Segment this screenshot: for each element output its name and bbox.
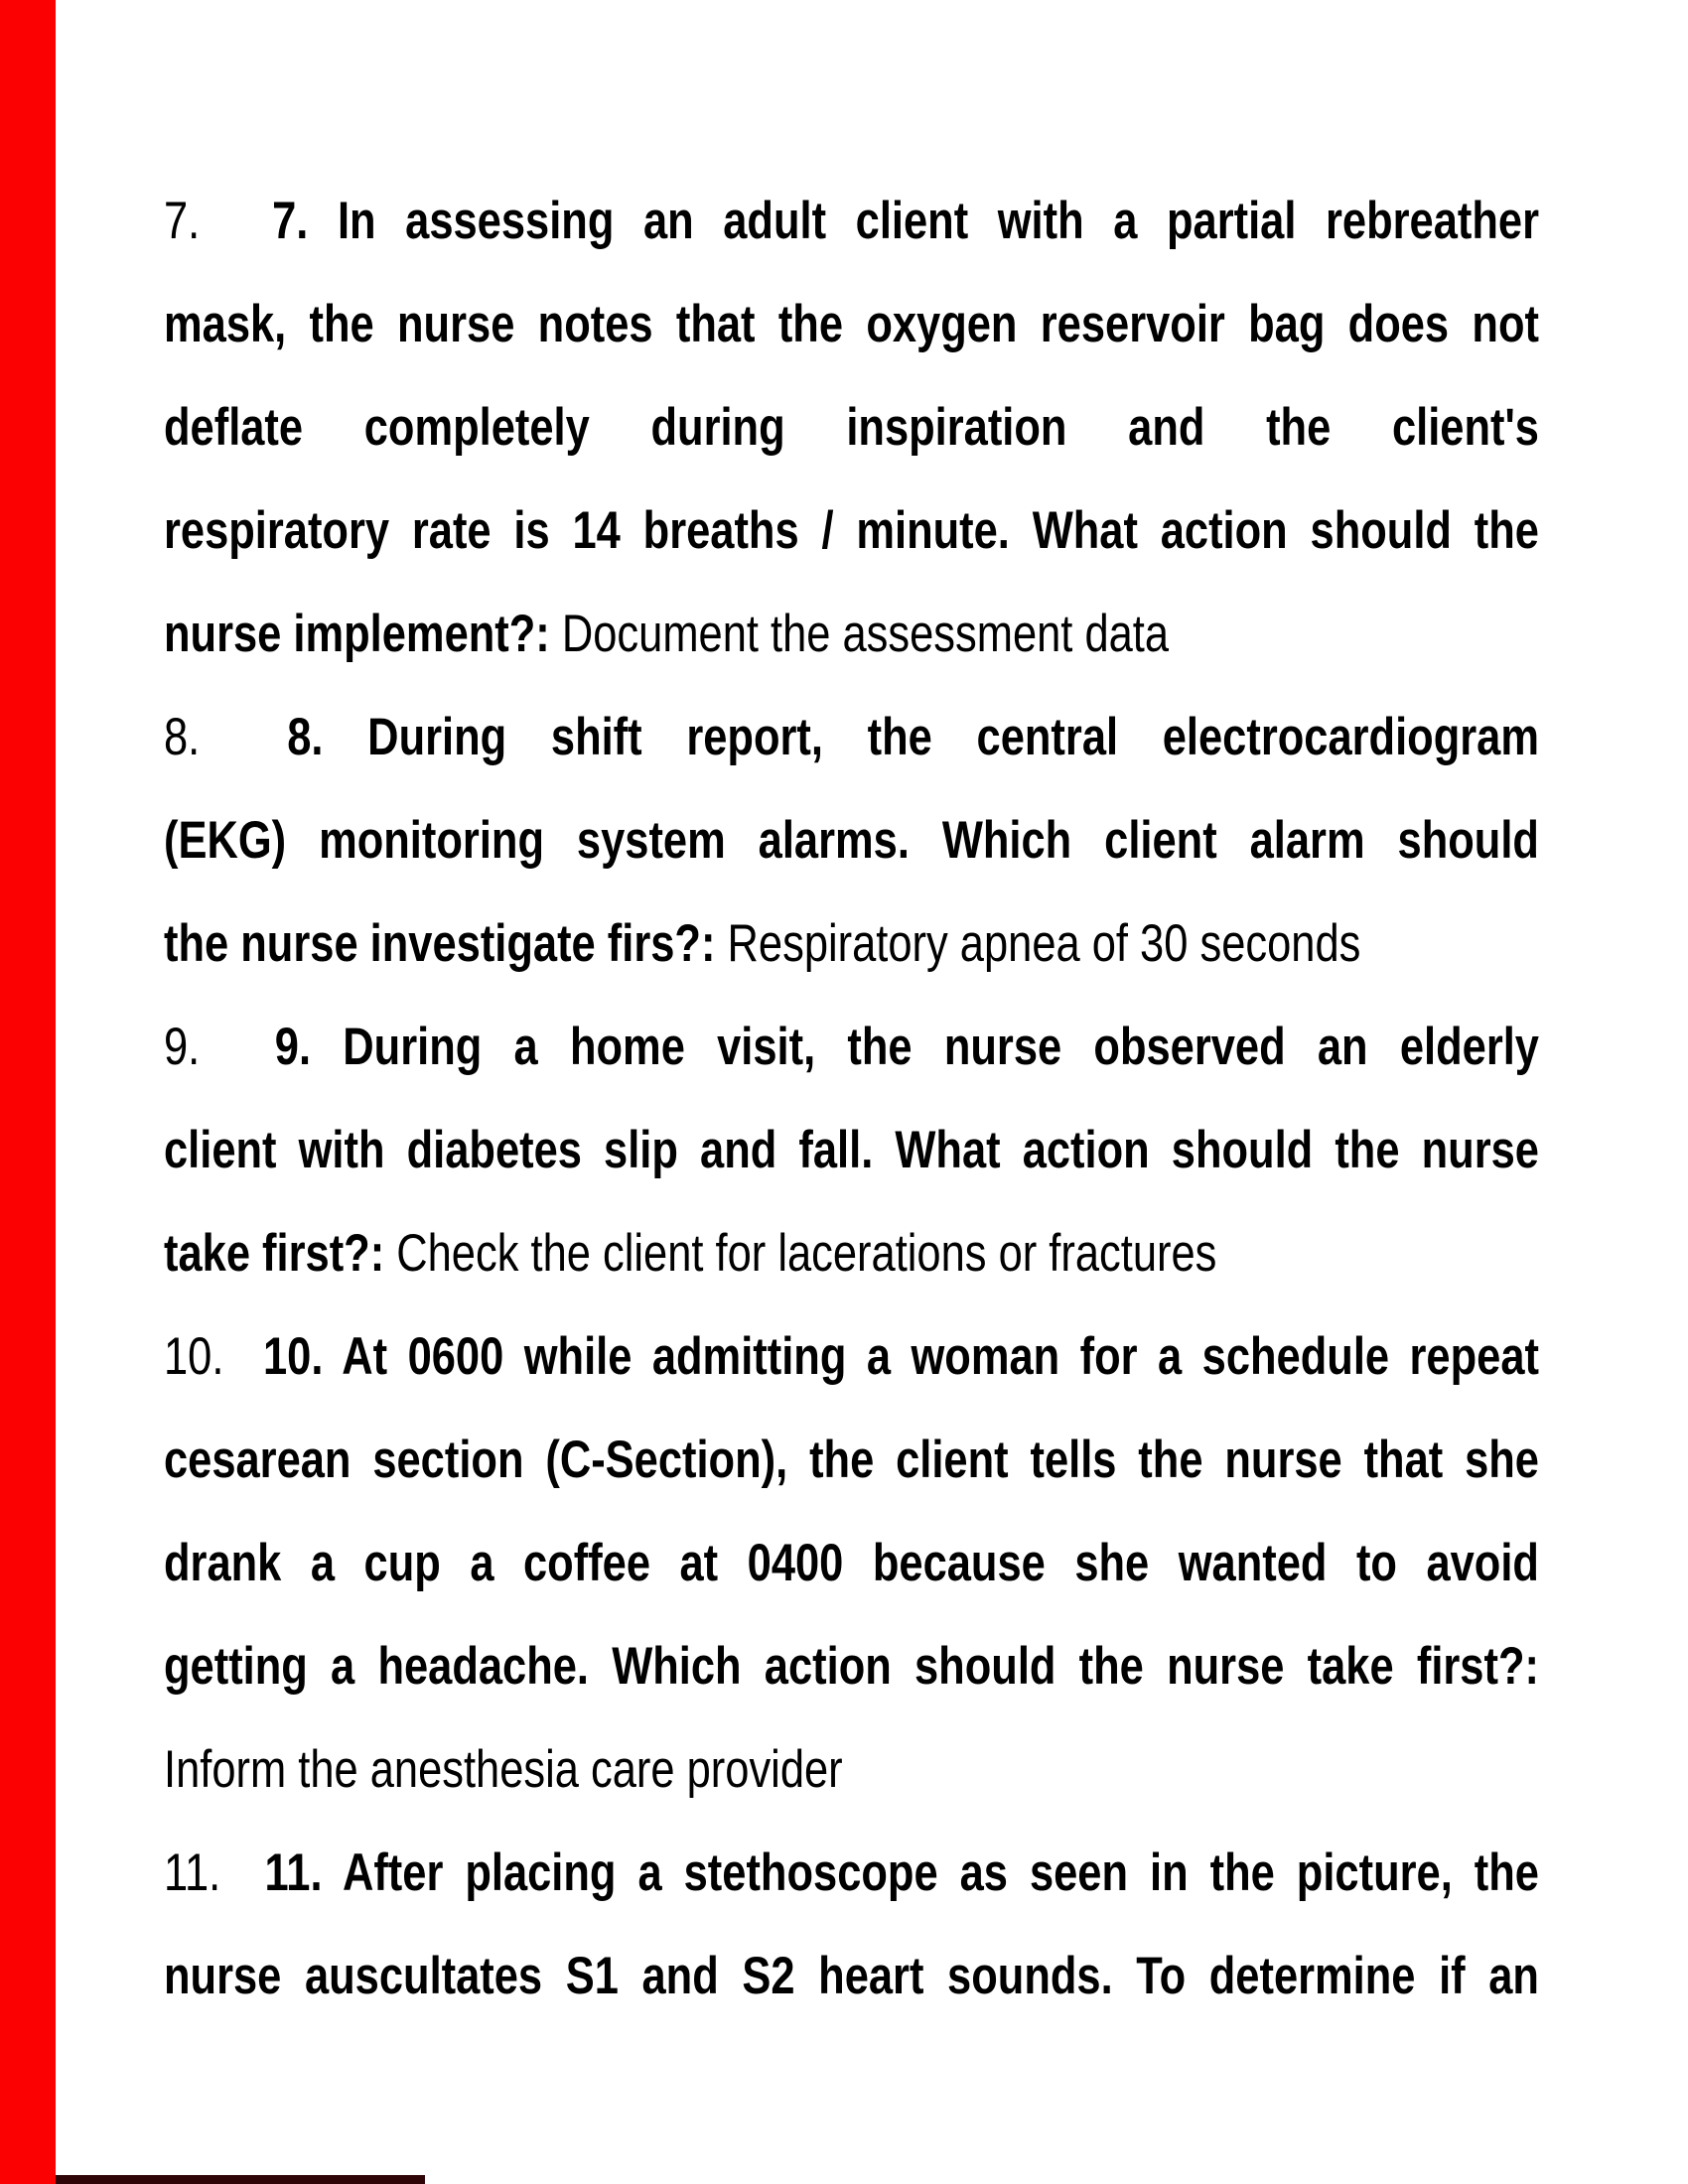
text-line [164,1512,1539,1615]
text-line [164,1099,1539,1202]
question-text: client with diabetes slip and fall. What action should the nurse [164,1121,1539,1179]
answer-text: Check the client for lacerations or fractures [384,1224,1217,1283]
question-text: the nurse investigate firs?: [164,914,716,973]
text-line [164,1409,1539,1512]
question-item-9 [164,996,1539,1305]
text-line [164,273,1539,376]
question-item-8 [164,686,1539,996]
question-text: deflate completely during inspiration and the client's [164,398,1539,457]
question-text: 8. During shift report, the central electrocardiogram [287,708,1539,766]
question-text: mask, the nurse notes that the oxygen reservoir bag does not [164,295,1539,353]
list-number: 9. [164,1018,201,1076]
text-line [164,1718,1539,1822]
question-text: 11. After placing a stethoscope as seen in the picture, the [264,1843,1539,1902]
text-line [164,583,1539,686]
text-line [164,1925,1539,2028]
answer-text: Document the assessment data [549,605,1170,663]
list-number: 11. [164,1843,221,1902]
answer-text: Inform the anesthesia care provider [164,1740,843,1799]
question-text: 10. At 0600 while admitting a woman for a schedule repeat [263,1327,1539,1386]
list-number: 10. [164,1327,224,1386]
question-text: nurse auscultates S1 and S2 heart sounds. To determine if an [164,1947,1539,2005]
list-number: 8. [164,708,201,766]
question-text: respiratory rate is 14 breaths / minute. What action should the [164,501,1539,560]
list-number: 7. [164,192,201,250]
text-line [164,1615,1539,1718]
question-item-10 [164,1305,1539,1822]
text-line [164,479,1539,583]
text-line [164,1202,1539,1305]
next-page-edge-line [56,2175,425,2184]
question-text: cesarean section (C-Section), the client tells the nurse that she [164,1431,1539,1489]
question-item-7 [164,170,1539,686]
document-text [164,170,1539,2028]
text-line [164,686,1539,789]
text-line [164,996,1539,1099]
text-line [164,1305,1539,1409]
question-text: drank a cup a coffee at 0400 because she wanted to avoid [164,1534,1539,1592]
text-line [164,170,1539,273]
answer-text: Respiratory apnea of 30 seconds [715,914,1361,973]
text-line [164,1822,1539,1925]
question-text: 9. During a home visit, the nurse observed an elderly [274,1018,1539,1076]
question-text: 7. In assessing an adult client with a partial rebreather [272,192,1539,250]
question-text: getting a headache. Which action should the nurse take first?: [164,1637,1539,1696]
page-edge-red-bar [0,0,56,2184]
text-line [164,789,1539,892]
question-text: (EKG) monitoring system alarms. Which client alarm should [164,811,1539,870]
text-line [164,892,1539,996]
text-line [164,376,1539,479]
question-text: nurse implement?: [164,605,550,663]
question-item-11 [164,1822,1539,2028]
question-text: take first?: [164,1224,385,1283]
